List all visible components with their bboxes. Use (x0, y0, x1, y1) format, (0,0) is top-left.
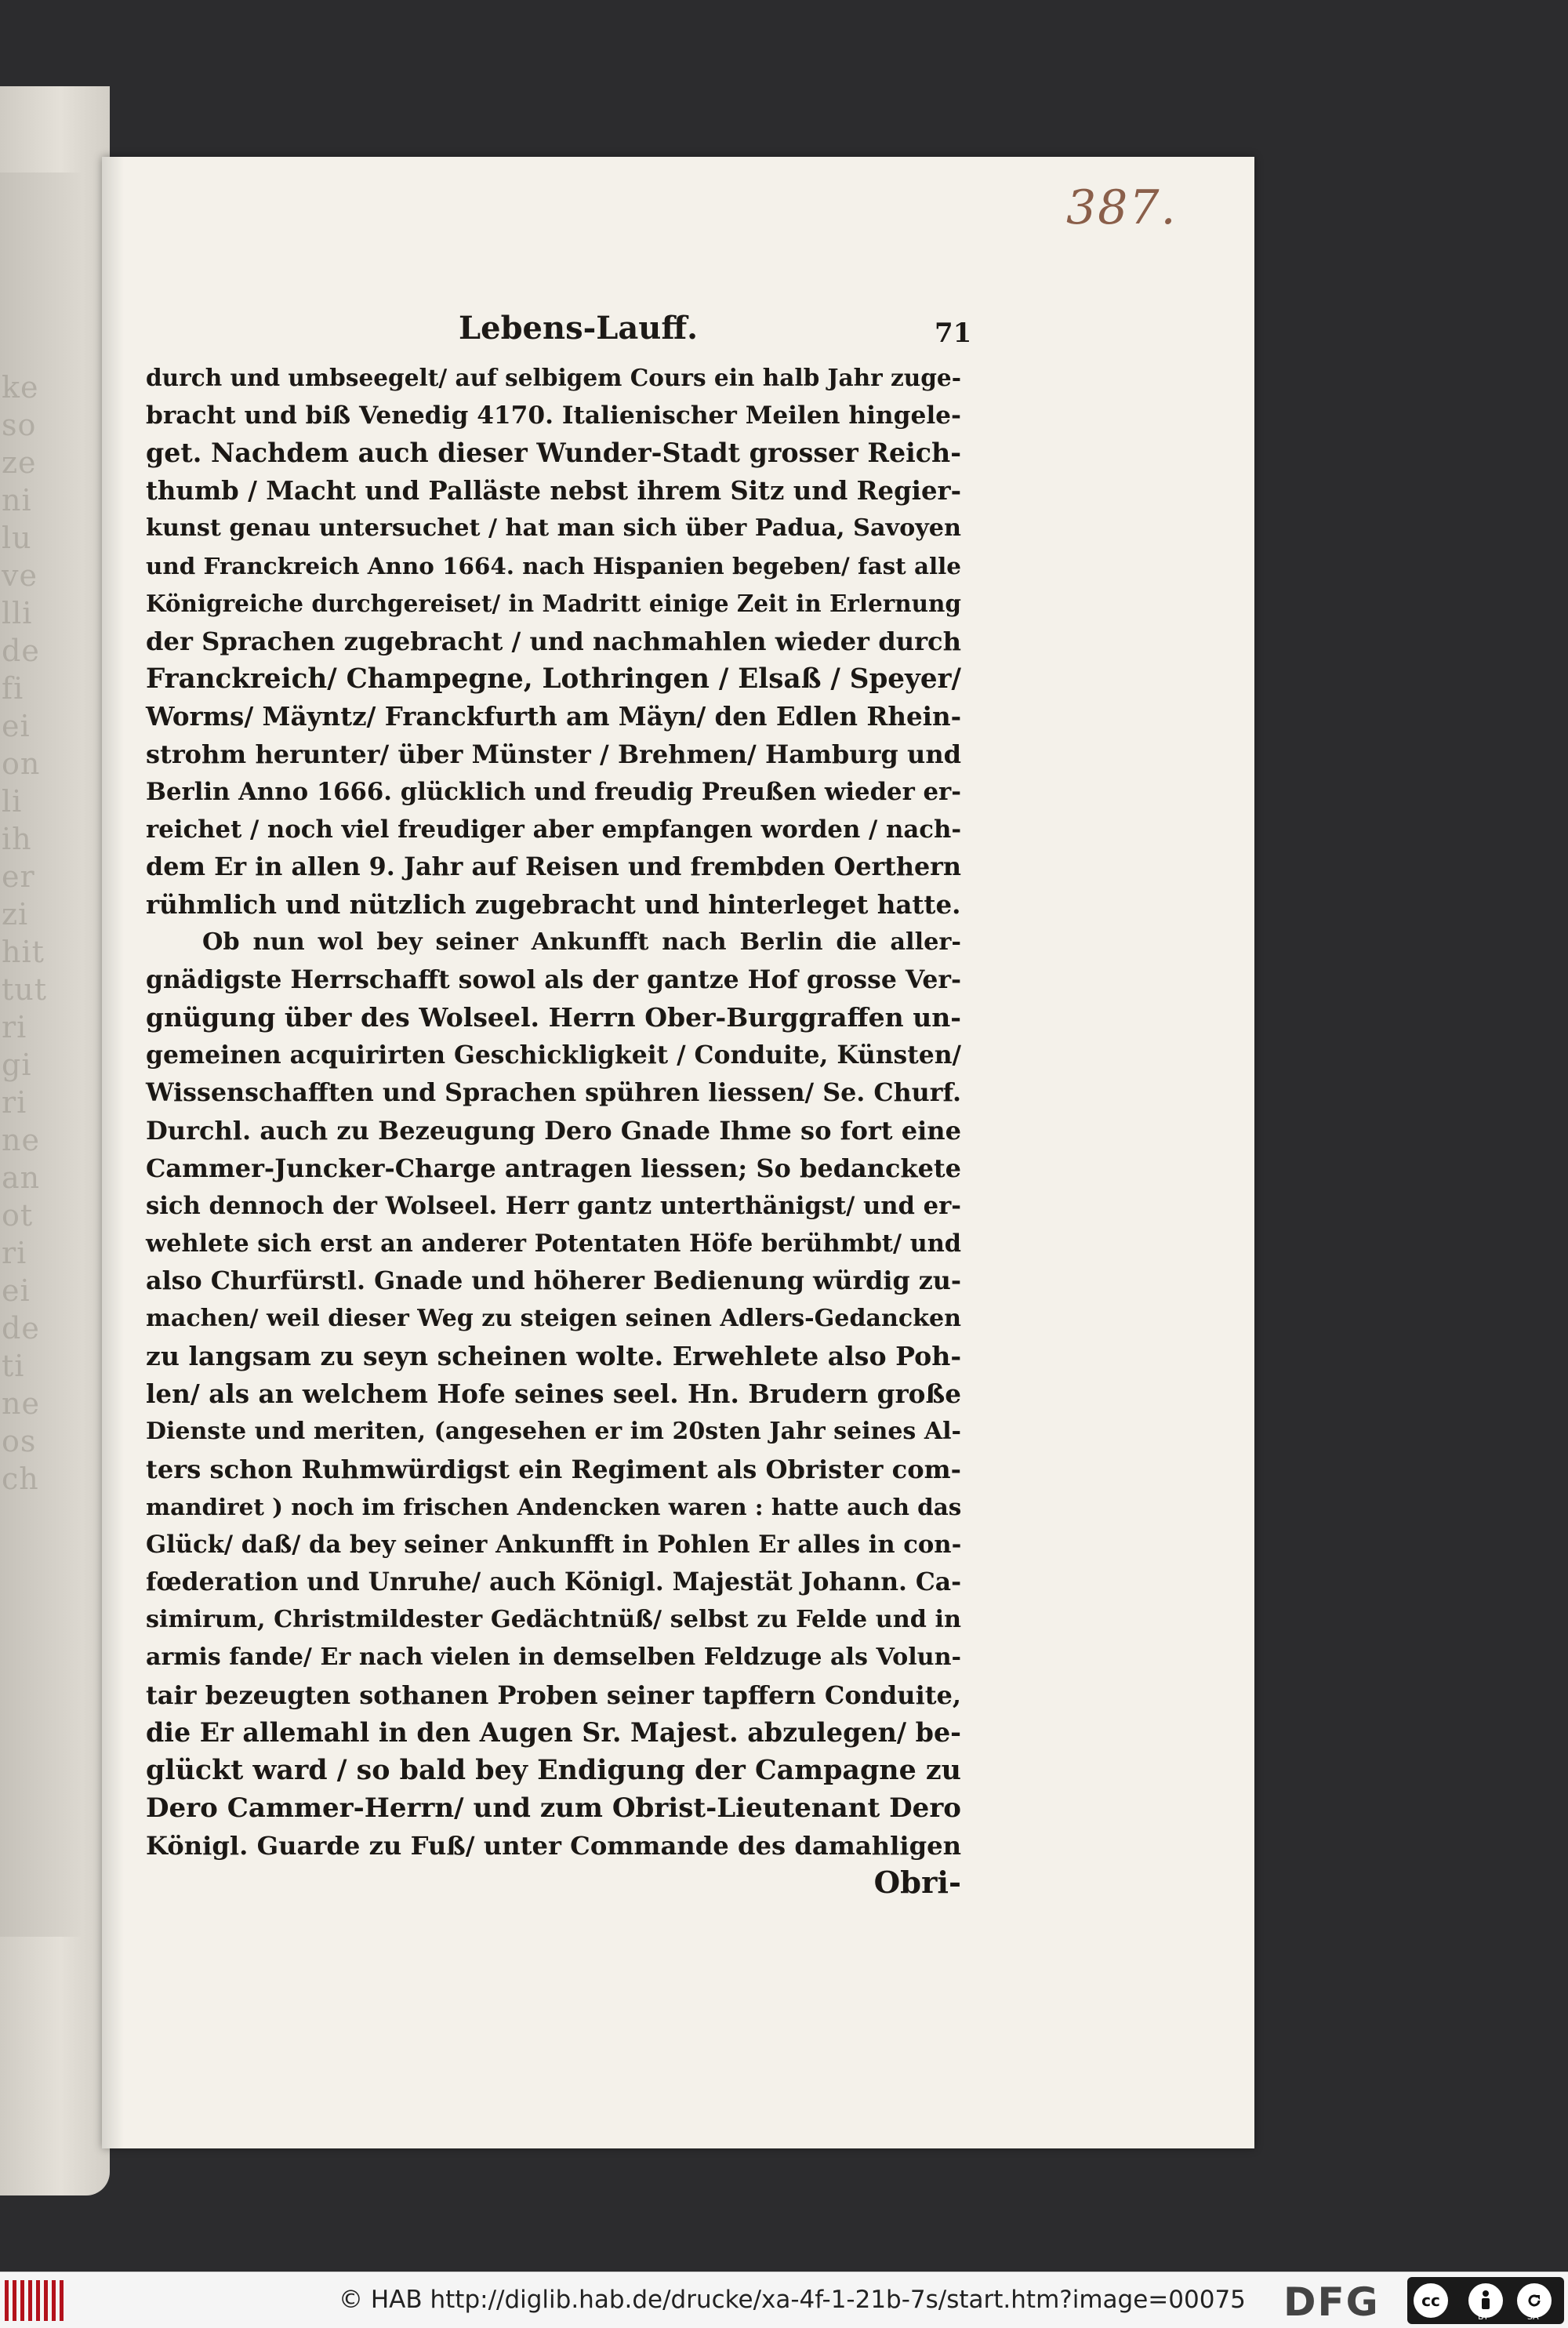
page-number: 71 (935, 318, 972, 349)
left-page-fragment: ot (2, 1198, 34, 1233)
left-page-fragment: an (2, 1160, 41, 1195)
left-page-fragment: ti (2, 1349, 25, 1383)
text-line: also Churfürstl. Gnade und höherer Bedienung würdig zu- (146, 1266, 961, 1295)
dfg-logo: DFG (1283, 2279, 1380, 2325)
left-page-fragment: de (2, 634, 40, 668)
left-page-fragment: ne (2, 1123, 40, 1157)
text-line: Berlin Anno 1666. glücklich und freudig Preußen wieder er- (146, 778, 961, 806)
left-page-fragment: lu (2, 521, 32, 555)
left-page-fragment: ei (2, 709, 31, 743)
left-page-fragment: so (2, 408, 37, 442)
catchword: Obri- (873, 1865, 961, 1901)
share-alike-icon (1523, 2290, 1545, 2312)
left-page-fragment: hit (2, 935, 45, 969)
left-page-text-fragments (2, 369, 80, 1858)
sa-label: SA (1527, 2312, 1539, 2322)
footer-copyright-link[interactable]: © HAB http://diglib.hab.de/drucke/xa-4f-1-21b-7s/start.htm?image=00075 (339, 2286, 1246, 2314)
text-line: und Franckreich Anno 1664. nach Hispanien begeben/ fast alle (146, 552, 961, 579)
text-line: thumb / Macht und Palläste nebst ihrem Sitz und Regier- (146, 476, 961, 506)
text-line: machen/ weil dieser Weg zu steigen seinen Adlers-Gedancken (146, 1305, 961, 1332)
text-line: armis fande/ Er nach vielen in demselben Feldzuge als Volun- (146, 1643, 961, 1671)
left-page-fragment: de (2, 1311, 40, 1346)
text-line: rühmlich und nützlich zugebracht und hinterleget hatte. (146, 889, 961, 920)
text-line: gemeinen acquirirten Geschickligkeit / Conduite, Künsten/ (146, 1041, 961, 1070)
text-line: glückt ward / so bald bey Endigung der Campagne zu (146, 1754, 961, 1786)
left-page-fragment: gi (2, 1048, 32, 1082)
text-line: mandiret ) noch im frischen Andencken waren : hatte auch das (146, 1493, 962, 1520)
text-line: durch und umbseegelt/ auf selbigem Cours ein halb Jahr zuge- (146, 364, 961, 391)
text-line: reichet / noch viel freudiger aber empfangen worden / nach- (146, 815, 962, 844)
text-line: Wissenschafften und Sprachen spühren liessen/ Se. Churf. (146, 1078, 961, 1107)
person-icon (1476, 2289, 1495, 2312)
text-line: tair bezeugten sothanen Proben seiner tapffern Conduite, (146, 1680, 961, 1710)
left-page-fragment: zi (2, 897, 29, 932)
text-line: Dero Cammer-Herrn/ und zum Obrist-Lieutenant Dero (146, 1792, 961, 1824)
text-line: kunst genau untersuchet / hat man sich über Padua, Savoyen (146, 514, 961, 542)
text-line: gnädigste Herrschafft sowol als der gantze Hof grosse Ver- (146, 965, 961, 994)
folio-annotation: 387. (1066, 180, 1178, 235)
text-line: Worms/ Mäyntz/ Franckfurth am Mäyn/ den Edlen Rhein- (146, 701, 962, 732)
left-page-fragment: lli (2, 596, 33, 630)
text-line: Dienste und meriten, (angesehen er im 20sten Jahr seines Al- (146, 1418, 961, 1445)
left-page-fragment: ri (2, 1010, 27, 1044)
left-page-fragment: ne (2, 1386, 40, 1421)
cc-icon: cc (1414, 2283, 1448, 2318)
left-page-fragment: tut (2, 972, 48, 1007)
left-page-fragment: os (2, 1424, 37, 1458)
text-line: ters schon Ruhmwürdigst ein Regiment als Obrister com- (146, 1455, 961, 1484)
text-line: gnügung über des Wolseel. Herrn Ober-Burggraffen un- (146, 1002, 961, 1033)
left-page-fragment: ri (2, 1236, 27, 1270)
text-line: get. Nachdem auch dieser Wunder-Stadt grosser Reich- (146, 438, 961, 468)
page-gutter-shadow (102, 157, 124, 2148)
by-label: BY (1478, 2312, 1489, 2322)
left-page-fragment: er (2, 859, 35, 894)
left-page-fragment: ze (2, 445, 37, 480)
text-line: Glück/ daß/ da bey seiner Ankunfft in Pohlen Er alles in con- (146, 1531, 962, 1559)
body-text (146, 359, 961, 1902)
text-line: Königreiche durchgereiset/ in Madritt einige Zeit in Erlernung (146, 590, 961, 617)
text-line: zu langsam zu seyn scheinen wolte. Erwehlete also Poh- (146, 1341, 962, 1371)
text-line: wehlete sich erst an anderer Potentaten Höfe berühmbt/ und (146, 1229, 961, 1258)
text-line: strohm herunter/ über Münster / Brehmen/ Hamburg und (146, 739, 961, 769)
left-page-fragment: ri (2, 1085, 27, 1120)
text-line: Franckreich/ Champegne, Lothringen / Elsaß / Speyer/ (146, 663, 961, 695)
text-line: dem Er in allen 9. Jahr auf Reisen und frembden Oerthern (146, 852, 961, 881)
text-line: Durchl. auch zu Bezeugung Dero Gnade Ihme so fort eine (146, 1116, 961, 1146)
left-page-fragment: ih (2, 822, 32, 856)
hab-logo-icon (5, 2280, 64, 2321)
cc-license-badge[interactable] (1407, 2277, 1564, 2324)
left-page-fragment: ve (2, 558, 38, 593)
text-line: die Er allemahl in den Augen Sr. Majest. abzulegen/ be- (146, 1717, 961, 1748)
left-page-fragment: ch (2, 1462, 39, 1496)
text-line: Ob nun wol bey seiner Ankunfft nach Berlin die aller- (202, 928, 961, 956)
viewer-footer (0, 2272, 1568, 2328)
left-page-fragment: ke (2, 370, 39, 405)
left-page-fragment: ni (2, 483, 32, 518)
text-line: simirum, Christmildester Gedächtnüß/ selbst zu Felde und in (146, 1606, 961, 1633)
text-line: sich dennoch der Wolseel. Herr gantz unterthänigst/ und er- (146, 1192, 961, 1220)
text-line: der Sprachen zugebracht / und nachmahlen wieder durch (146, 626, 961, 656)
text-line: fœderation und Unruhe/ auch Königl. Majestät Johann. Ca- (146, 1568, 962, 1596)
text-line: Cammer-Juncker-Charge antragen liessen; So bedanckete (146, 1153, 961, 1183)
left-page-fragment: li (2, 784, 23, 819)
left-page-fragment: ei (2, 1273, 31, 1308)
text-line: bracht und biß Venedig 4170. Italienischer Meilen hingele- (146, 401, 961, 430)
running-head: Lebens-Lauff. (459, 310, 699, 347)
left-page-fragment: on (2, 746, 41, 781)
text-line: Königl. Guarde zu Fuß/ unter Commande des damahligen (146, 1831, 961, 1861)
text-line: len/ als an welchem Hofe seines seel. Hn. Brudern große (146, 1378, 961, 1409)
left-page-fragment: fi (2, 671, 24, 706)
